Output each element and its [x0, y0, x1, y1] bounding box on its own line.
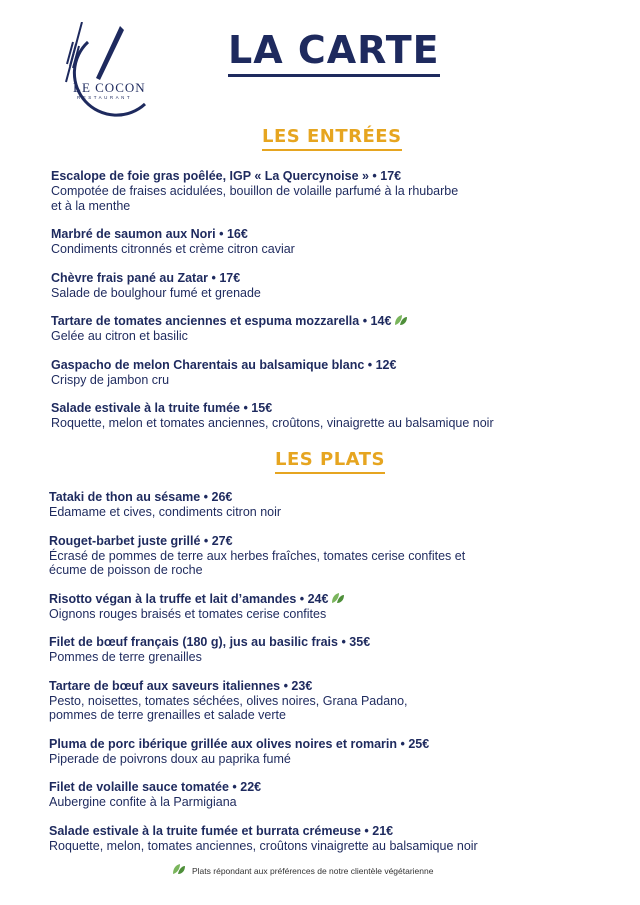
menu-item [49, 780, 609, 810]
menu-item-name-text: Risotto végan à la truffe et lait d’amandes • 24€ [49, 591, 329, 606]
menu-item-name [49, 824, 609, 839]
menu-item [51, 169, 611, 213]
vegetarian-legend [172, 863, 433, 876]
menu-item-name [51, 314, 611, 329]
menu-item-name [49, 592, 609, 607]
menu-item-name [51, 401, 611, 416]
menu-item-description: Roquette, melon et tomates anciennes, croûtons, vinaigrette au balsamique noir [51, 416, 494, 430]
menu-item-name-text: Filet de volaille sauce tomatée • 22€ [49, 780, 262, 794]
leaf-icon [394, 314, 408, 326]
menu-item-name [49, 534, 609, 549]
menu-item-description: Piperade de poivrons doux au paprika fumé [49, 751, 291, 766]
menu-item [51, 271, 611, 301]
menu-item-description: écume de poisson de roche [49, 563, 203, 577]
menu-item-description: Pommes de terre grenailles [49, 650, 202, 664]
leaf-icon [331, 592, 345, 604]
leaf-icon [172, 863, 186, 875]
plats-list [49, 490, 609, 867]
menu-item [49, 490, 609, 520]
menu-item-description: Gelée au citron et basilic [51, 329, 188, 343]
menu-item-name-text: Tartare de bœuf aux saveurs italiennes • 23€ [49, 678, 313, 693]
menu-item [49, 737, 609, 767]
menu-item-name [49, 635, 609, 650]
menu-item-name-text: Tartare de tomates anciennes et espuma mozzarella • 14€ [51, 314, 392, 328]
menu-item-name [49, 679, 609, 694]
menu-item-name [49, 780, 609, 795]
menu-item-description: Condiments citronnés et crème citron caviar [51, 242, 295, 256]
menu-item [49, 824, 609, 854]
menu-item-description: Salade de boulghour fumé et grenade [51, 285, 261, 300]
menu-item [49, 679, 609, 723]
menu-item [49, 635, 609, 665]
page-title: LA CARTE [228, 28, 440, 77]
vegetarian-legend-text: Plats répondant aux préférences de notre clientèle végétarienne [192, 866, 434, 876]
section-title-plats: LES PLATS [275, 449, 385, 474]
menu-item-description: Pesto, noisettes, tomates séchées, olives noires, Grana Padano, [49, 693, 408, 708]
logo-name: LE COCON [73, 80, 146, 95]
menu-item-description: pommes de terre grenailles et salade verte [49, 708, 286, 722]
menu-item-description: Oignons rouges braisés et tomates cerise confites [49, 606, 327, 621]
menu-item [49, 592, 609, 622]
menu-item-name-text: Chèvre frais pané au Zatar • 17€ [51, 270, 241, 285]
menu-item-name-text: Marbré de saumon aux Nori • 16€ [51, 227, 248, 241]
restaurant-logo [40, 22, 170, 132]
menu-item-name [51, 271, 611, 286]
menu-item-name [51, 227, 611, 242]
menu-item-name-text: Escalope de foie gras poêlée, IGP « La Quercynoise » • 17€ [51, 169, 402, 183]
menu-item [51, 358, 611, 388]
menu-item-name-text: Gaspacho de melon Charentais au balsamique blanc • 12€ [51, 357, 397, 372]
entrees-list [51, 169, 611, 445]
menu-item-description: et à la menthe [51, 198, 131, 213]
menu-item-name [51, 358, 611, 373]
menu-item-name [49, 490, 609, 505]
menu-item-name-text: Filet de bœuf français (180 g), jus au basilic frais • 35€ [49, 635, 371, 649]
menu-item-description: Crispy de jambon cru [51, 372, 170, 387]
menu-item-description: Écrasé de pommes de terre aux herbes fraîches, tomates cerise confites et [49, 548, 466, 563]
menu-item-description: Compotée de fraises acidulées, bouillon de volaille parfumé à la rhubarbe [51, 184, 459, 198]
logo-subtitle: RESTAURANT [77, 95, 133, 100]
menu-item [49, 534, 609, 578]
menu-item-name-text: Tataki de thon au sésame • 26€ [49, 490, 233, 504]
menu-item-description: Edamame et cives, condiments citron noir [49, 505, 282, 519]
menu-item-description: Aubergine confite à la Parmigiana [49, 795, 237, 809]
menu-item [51, 314, 611, 344]
menu-item-description: Roquette, melon, tomates anciennes, croûtons vinaigrette au balsamique noir [49, 838, 478, 853]
menu-item-name [49, 737, 609, 752]
section-title-entrees: LES ENTRÉES [262, 126, 402, 151]
menu-item-name-text: Salade estivale à la truite fumée et burrata crémeuse • 21€ [49, 823, 394, 838]
menu-item [51, 401, 611, 431]
menu-item-name-text: Salade estivale à la truite fumée • 15€ [51, 401, 273, 415]
menu-item [51, 227, 611, 257]
logo-emblem [40, 22, 170, 132]
menu-item-name-text: Rouget-barbet juste grillé • 27€ [49, 533, 233, 548]
menu-item-name-text: Pluma de porc ibérique grillée aux olives noires et romarin • 25€ [49, 736, 430, 751]
menu-item-name [51, 169, 611, 184]
